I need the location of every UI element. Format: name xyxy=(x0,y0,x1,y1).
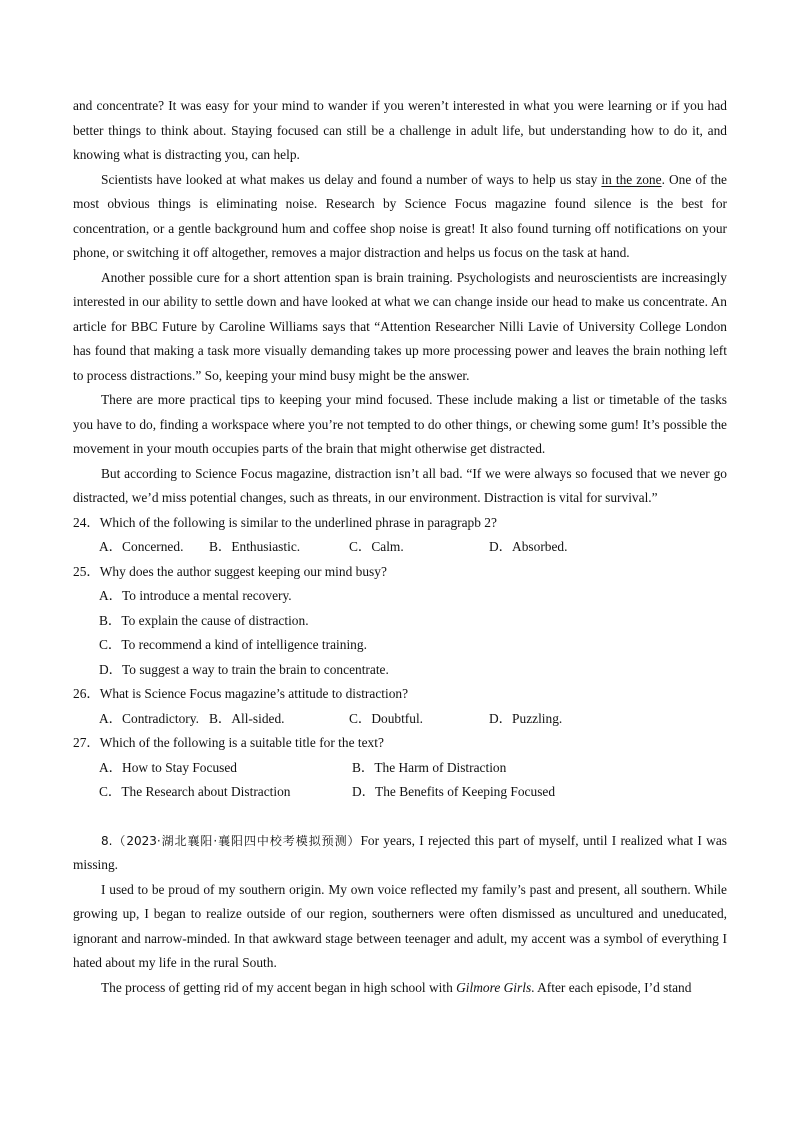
q25-option-c: C．To recommend a kind of intelligence training. xyxy=(99,637,367,652)
question-27-stem: 27．Which of the following is a suitable title for the text? xyxy=(73,735,384,750)
q26-option-c: C．Doubtful. xyxy=(349,710,424,726)
question-24-options xyxy=(73,535,727,560)
question-25-stem: 25．Why does the author suggest keeping our mind busy? xyxy=(73,563,387,579)
p3-text-before: The process of getting rid of my accent began in high school with xyxy=(101,979,457,995)
q24-option-a: A．Concerned. xyxy=(99,539,184,554)
q26-option-a: A．Contradictory. xyxy=(99,710,199,726)
q27-option-b: B．The Harm of Distraction xyxy=(352,759,507,775)
q25-option-b: B．To explain the cause of distraction. xyxy=(99,612,309,628)
p2-text-before: Scientists have looked at what makes us delay and found a number of ways to help us stay xyxy=(101,171,602,187)
q25-option-a: A．To introduce a mental recovery. xyxy=(99,588,292,603)
question-27-options-row-2 xyxy=(73,780,727,805)
p3-text-after: . After each episode, I’d stand xyxy=(531,979,692,995)
p2-text-after: . One of the most obvious things is eliminating noise. Research by Science Focus magazine found silence is the best for concentration, or a gentle background hum and coffee shop noise is great! It also found turning off notifications on your phone, or switching it off altogether, removes a major distraction and helps us focus on the task at hand. xyxy=(73,171,727,260)
passage1-paragraph-5: But according to Science Focus magazine, distraction isn’t all bad. “If we were always so focused that we never go distracted, we’d miss potential changes, such as threats, in our environment. Distraction is vital for survival.” xyxy=(73,465,727,505)
passage2-paragraph-1 xyxy=(73,829,727,878)
q24-option-d: D．Absorbed. xyxy=(489,539,568,554)
passage2-opening: For years, I rejected this part of myself, until I realized what I was missing. xyxy=(73,832,728,872)
q27-option-d: D．The Benefits of Keeping Focused xyxy=(352,784,556,799)
question-24-stem: 24．Which of the following is similar to the underlined phrase in paragrapb 2? xyxy=(73,514,497,530)
question-26-options xyxy=(73,707,727,732)
q26-option-d: D．Puzzling. xyxy=(489,710,563,726)
show-title: Gilmore Girls xyxy=(456,979,532,995)
question-27-options-row-1 xyxy=(73,756,727,781)
q26-option-b: B．All-sided. xyxy=(209,710,285,726)
passage1-paragraph-2 xyxy=(73,168,727,266)
document-page xyxy=(73,94,727,1000)
passage1-paragraph-1: and concentrate? It was easy for your mind to wander if you weren’t interested in what you were learning or if you had better things to think about. Staying focused can still be a challenge in adult life, but understanding how to do it, and knowing what is distracting you, can help. xyxy=(73,98,727,162)
question-source: 8.（2023·湖北襄阳·襄阳四中校考模拟预测） xyxy=(101,833,361,848)
q25-option-d: D．To suggest a way to train the brain to concentrate. xyxy=(99,661,389,677)
passage1-paragraph-4: There are more practical tips to keeping your mind focused. These include making a list or timetable of the tasks you have to do, finding a workspace where you’re not tempted to do other things, or chewing some gum! It’s possible the movement in your mouth occupies parts of the brain that might otherwise get distracted. xyxy=(73,392,727,456)
q24-option-c: C．Calm. xyxy=(349,539,404,554)
question-26-stem: 26．What is Science Focus magazine’s attitude to distraction? xyxy=(73,686,409,701)
passage2-paragraph-3 xyxy=(73,976,727,1001)
q24-option-b: B．Enthusiastic. xyxy=(209,539,301,554)
passage1-paragraph-3: Another possible cure for a short attention span is brain training. Psychologists and neuroscientists are increasingly interested in our ability to settle down and have looked at what we can change inside our head to make us concentrate. An article for BBC Future by Caroline Williams says that “Attention Researcher Nilli Lavie of University College London has found that making a task more visually demanding takes up more processing power and leaves the brain nothing left to process distractions.” So, keeping your mind busy might be the answer. xyxy=(73,269,727,383)
section-gap xyxy=(73,805,727,829)
q27-option-a: A．How to Stay Focused xyxy=(99,759,237,775)
underlined-phrase: in the zone xyxy=(601,171,662,187)
passage2-paragraph-2: I used to be proud of my southern origin. My own voice reflected my family’s past and present, all southern. While growing up, I began to realize outside of our region, southerners were often dismissed as uncultured and uneducated, ignorant and narrow-minded. In that awkward stage between teenager and adult, my accent was a symbol of everything I hated about my life in the rural South. xyxy=(73,881,727,970)
q27-option-c: C．The Research about Distraction xyxy=(99,784,291,799)
